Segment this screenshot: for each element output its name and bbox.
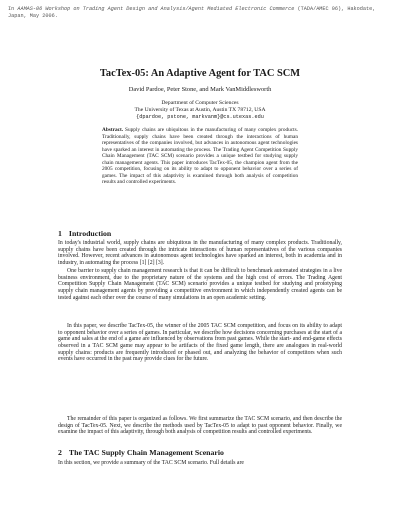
venue-note <box>8 6 380 20</box>
intro-paragraph-2: One barrier to supply chain management research is that it can be difficult to benchmark automated strategies in a live business environment, due to the proprietary nature of the systems and the high cost of errors. The Trading Agent Competition Supply Chain Management (TAC SCM) scenario provides a unique testbed for studying and prototyping supply chain management agents by providing a competitive environment in which independently created agents can be tested against each other over the course of many simulations in an open academic setting. <box>58 268 342 301</box>
section-heading-scenario <box>58 448 224 457</box>
intro-paragraph-4: The remainder of this paper is organized as follows. We first summarize the TAC SCM scenario, and then describe the design of TacTex-05. Next, we describe the methods used by TacTex-05 to adapt to past opponent behavior. Finally, we examine the impact of this adaptivity, through both analysis of competition results and controlled experiments. <box>58 416 342 436</box>
intro-paragraph-3: In this paper, we describe TacTex-05, the winner of the 2005 TAC SCM competition, and focus on its ability to adapt to opponent behavior over a series of games. In particular, we describe how decisions concerning purchases at the start of a game and sales at the end of a game are influenced by observations from past games. While the start- and end-game effects observed in a TAC SCM game may appear to be artifacts of the fixed game length, there are analogues in real-world supply chains: products are frequently introduced or phased out, and analyzing the behavior of competitors when such events have occurred in the past may provide clues for the future. <box>58 323 342 363</box>
section-title: The TAC Supply Chain Management Scenario <box>68 448 224 457</box>
venue-suffix: (TADA/AMEC 06), Hakodate, Japan, May 2006. <box>8 6 376 19</box>
section-number: 2 <box>58 448 62 457</box>
abstract-label: Abstract. <box>102 127 124 133</box>
paper-title: TacTex-05: An Adaptive Agent for TAC SCM <box>99 68 301 79</box>
intro-paragraph-1: In today's industrial world, supply chains are ubiquitous in the manufacturing of many complex products. Traditionally, supply chains have been created through the intricate interactions of human representatives of the various companies involved. However, recent advances in autonomous agent technologies have sparked an interest, both in academia and in industry, in automating the process [1] [2] [3]. <box>58 240 342 266</box>
venue-workshop: AAMAS-06 Workshop on Trading Agent Design and Analysis/Agent Mediated Electronic Commerce <box>17 6 295 12</box>
author-affiliation <box>0 100 400 122</box>
paper-authors: David Pardoe, Peter Stone, and Mark VanMiddlesworth <box>128 86 272 93</box>
affiliation-university: The University of Texas at Austin, Austin TX 78712, USA <box>134 107 266 114</box>
abstract-text: Supply chains are ubiquitous in the manufacturing of many complex products. Traditionally, supply chains have been created through the interactions of human representatives of the companies involved, but advances in autonomous agent technologies have sparked an interest in automating the process. The Trading Agent Competition Supply Chain Management (TAC SCM) scenario provides a unique testbed for studying supply chain management agents. This paper introduces TacTex-05, the champion agent from the 2005 competition, focusing on its ability to adapt to opponent behavior over a series of games. The impact of this adaptivity is examined through both analysis of competition results and controlled experiments. <box>102 127 298 186</box>
affiliation-email: {dpardoe, pstone, markvanm}@cs.utexas.edu <box>136 114 264 121</box>
scenario-paragraph-1: In this section, we provide a summary of the TAC SCM scenario. Full details are <box>58 460 244 466</box>
section-heading-introduction <box>58 229 111 238</box>
venue-prefix: In <box>8 6 18 12</box>
abstract <box>102 127 298 186</box>
section-title: Introduction <box>68 229 112 238</box>
section-number: 1 <box>58 229 62 238</box>
affiliation-department: Department of Computer Sciences <box>161 100 239 106</box>
